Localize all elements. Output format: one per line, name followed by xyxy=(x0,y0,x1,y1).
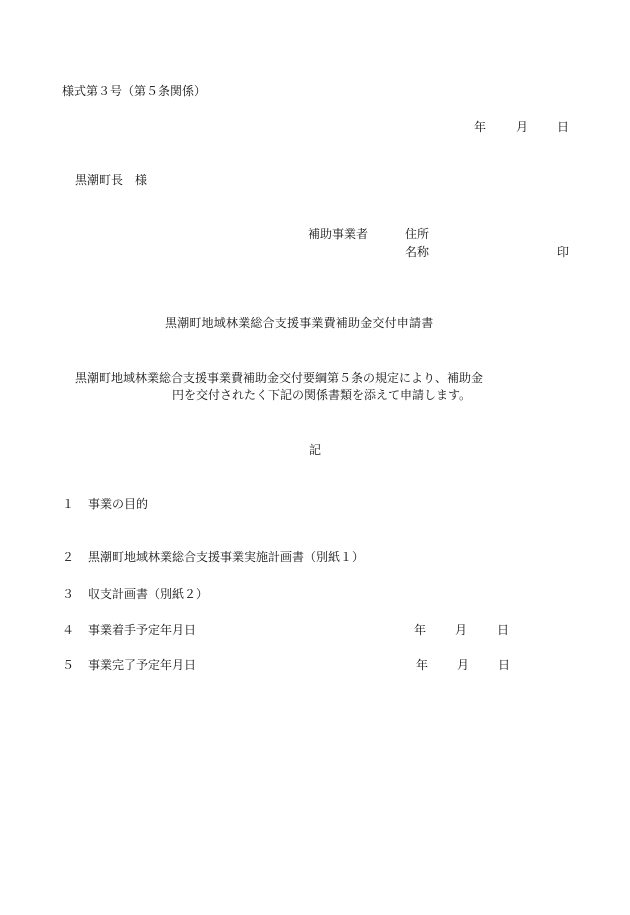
date-month: 月 xyxy=(516,120,529,134)
addressee: 黒潮町長 様 xyxy=(75,173,148,187)
body-line-2: 円を交付されたく下記の関係書類を添えて申請します。 xyxy=(172,388,472,402)
seal-mark: 印 xyxy=(557,245,570,259)
item-number: ３ xyxy=(62,587,75,601)
body-line-1: 黒潮町地域林業総合支援事業費補助金交付要綱第５条の規定により、補助金 xyxy=(75,371,484,385)
item-month: 月 xyxy=(457,658,470,672)
address-label: 住所 xyxy=(405,227,430,241)
name-label: 名称 xyxy=(405,245,430,259)
item-number: １ xyxy=(62,497,75,511)
item-number: ５ xyxy=(62,658,75,672)
item-number: ４ xyxy=(62,623,75,637)
item-year: 年 xyxy=(414,623,427,637)
item-month: 月 xyxy=(455,623,468,637)
date-year: 年 xyxy=(474,120,487,134)
date-day: 日 xyxy=(557,120,570,134)
form-number: 様式第３号（第５条関係） xyxy=(62,84,207,98)
item-year: 年 xyxy=(416,658,429,672)
item-number: ２ xyxy=(62,550,75,564)
applicant-label: 補助事業者 xyxy=(308,227,369,241)
document-title: 黒潮町地域林業総合支援事業費補助金交付申請書 xyxy=(165,316,434,330)
item-text: 事業着手予定年月日 xyxy=(88,623,197,637)
item-day: 日 xyxy=(497,623,510,637)
item-text: 事業の目的 xyxy=(88,497,149,511)
item-text: 事業完了予定年月日 xyxy=(88,658,197,672)
item-day: 日 xyxy=(498,658,511,672)
item-text: 収支計画書（別紙２） xyxy=(88,587,209,601)
item-text: 黒潮町地域林業総合支援事業実施計画書（別紙１） xyxy=(88,550,365,564)
ki-heading: 記 xyxy=(309,443,322,457)
